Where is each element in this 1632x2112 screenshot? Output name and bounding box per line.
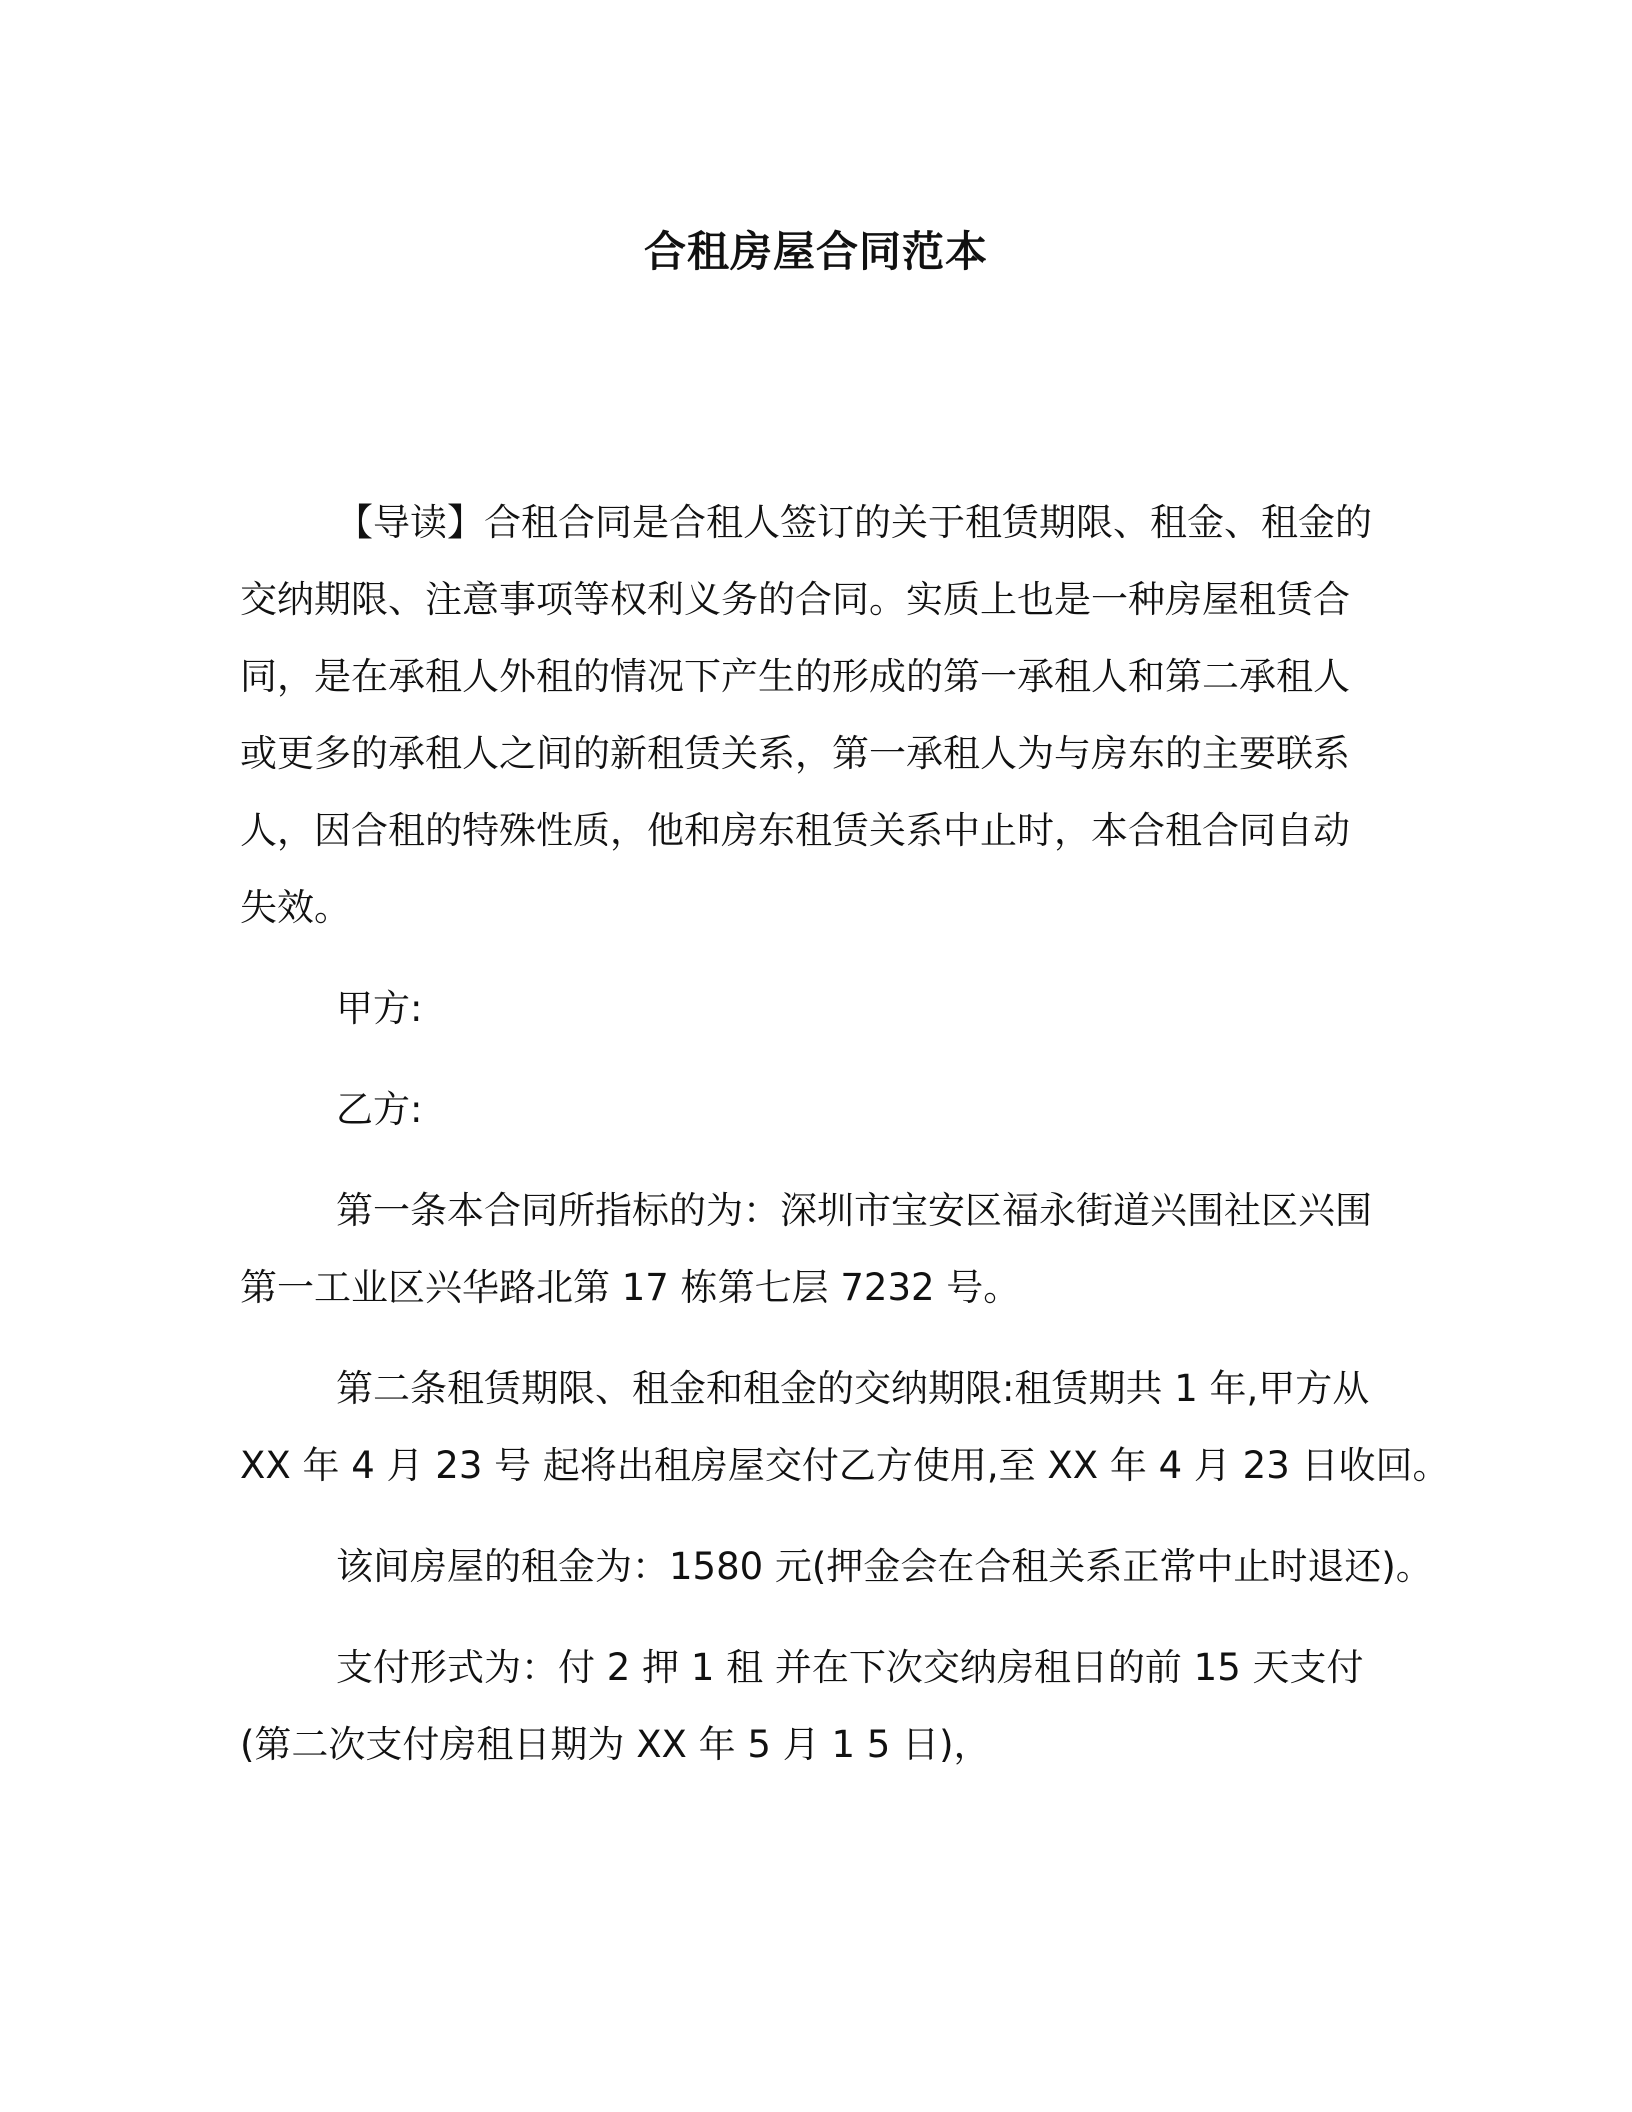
document-title: 合租房屋合同范本 <box>643 227 988 276</box>
payment-paragraph <box>240 1629 1370 1783</box>
rent-line: 该间房屋的租金为：1580 元(押金会在合租关系正常中止时退还)。 <box>336 1545 1433 1588</box>
party-a-paragraph <box>240 970 1370 1047</box>
party-a-label: 甲方: <box>336 987 423 1030</box>
payment-line: 支付形式为：付 2 押 1 租 并在下次交纳房租日的前 15 天支付 <box>336 1646 1364 1689</box>
article-2-line: 第二条租赁期限、租金和租金的交纳期限:租赁期共 1 年,甲方从 <box>336 1367 1370 1410</box>
article-1-paragraph <box>240 1172 1370 1326</box>
intro-paragraph <box>240 484 1370 946</box>
intro-line: 失效。 <box>240 886 351 929</box>
party-b-label: 乙方: <box>336 1088 423 1131</box>
article-2-line: XX 年 4 月 23 号 起将出租房屋交付乙方使用,至 XX 年 4 月 23 日收回。 <box>240 1444 1450 1487</box>
rent-paragraph <box>240 1528 1433 1605</box>
article-1-line: 第一条本合同所指标的为：深圳市宝安区福永街道兴围社区兴围 <box>336 1189 1372 1232</box>
intro-line: 同，是在承租人外租的情况下产生的形成的第一承租人和第二承租人 <box>240 655 1350 698</box>
intro-line: 人，因合租的特殊性质，他和房东租赁关系中止时，本合租合同自动 <box>240 809 1350 852</box>
intro-line: 或更多的承租人之间的新租赁关系，第一承租人为与房东的主要联系 <box>240 732 1350 775</box>
payment-line: (第二次支付房租日期为 XX 年 5 月 1 5 日)， <box>240 1723 991 1766</box>
party-b-paragraph <box>240 1071 1370 1148</box>
intro-line: 【导读】合租合同是合租人签订的关于租赁期限、租金、租金的 <box>336 501 1372 544</box>
intro-line: 交纳期限、注意事项等权利义务的合同。实质上也是一种房屋租赁合 <box>240 578 1350 621</box>
article-1-line: 第一工业区兴华路北第 17 栋第七层 7232 号。 <box>240 1266 1021 1309</box>
document-body <box>240 484 1450 1783</box>
article-2-paragraph <box>240 1350 1450 1504</box>
